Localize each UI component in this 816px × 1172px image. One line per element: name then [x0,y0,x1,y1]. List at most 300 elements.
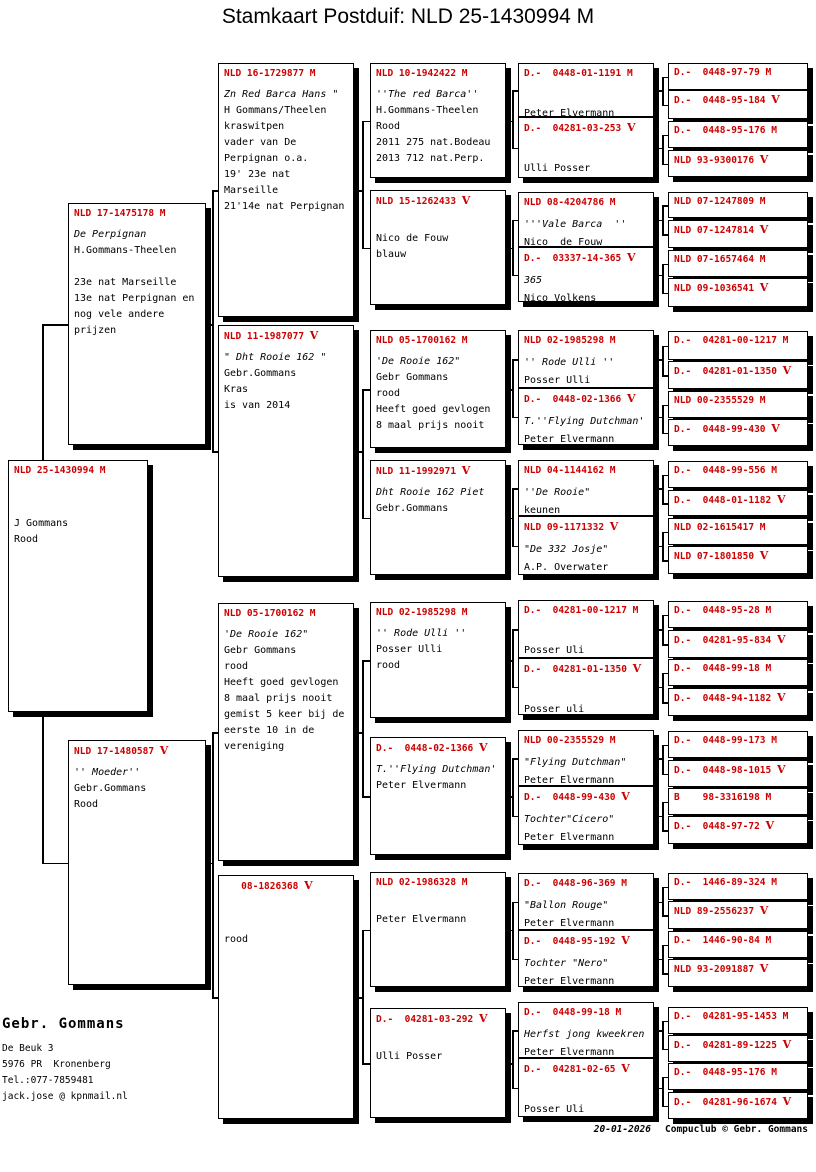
pedigree-text-line: Gebr Gommans [376,372,449,383]
sex-marker: M [771,1067,777,1078]
pedigree-text-line: 'De Rooie 162" [376,356,461,367]
pedigree-text-line: ''The red Barca'' [376,89,479,100]
connector-line [506,121,512,123]
pedigree-text-line: rood [376,388,401,399]
connector-line [662,615,664,645]
connector-line [654,1030,662,1032]
pedigree-box-gen5-5 [668,220,808,248]
pedigree-box-gen0-0 [8,460,148,712]
pedigree-box-gen5-23 [668,816,808,844]
ring-number: D.- 04281-89-1225 V [674,1038,792,1051]
connector-line [362,389,364,518]
pedigree-box-gen5-3 [668,150,808,177]
ring-number: D.- 0448-01-1182 V [674,493,786,506]
connector-line [506,518,512,520]
pedigree-box-gen4-7 [518,516,654,575]
pedigree-box-gen4-10 [518,730,654,786]
pedigree-box-gen3-2 [370,330,506,448]
pedigree-text-line [524,87,648,105]
pedigree-text-line: Posser uli [524,704,585,715]
ring-number: NLD 25-1430994 M [14,465,106,476]
connector-line [362,930,364,1064]
connector-line [206,863,212,865]
owner-address-line: 5976 PR Kronenberg [2,1059,111,1070]
pedigree-box-gen4-9 [518,658,654,715]
connector-line [512,1030,514,1088]
ring-number: D.- 04281-02-65 V [524,1062,630,1075]
sex-marker: M [621,878,627,889]
pedigree-text-line [376,1033,500,1049]
pedigree-text-line: Peter Elvermann [524,1047,615,1058]
pedigree-box-gen3-7 [370,1008,506,1118]
connector-line [654,902,662,904]
pedigree-box-gen5-17 [668,630,808,658]
connector-line [506,389,512,391]
pedigree-text-line: Dht Rooie 162 Piet [376,487,485,498]
pedigree-box-gen5-4 [668,192,808,218]
pedigree-text-line [74,259,200,275]
connector-line [512,902,514,959]
ring-number: D.- 1446-89-324 M [674,877,777,888]
pedigree-box-gen5-10 [668,391,808,418]
ring-number: 08-1826368 V [224,879,313,892]
owner-address-line: De Beuk 3 [2,1043,54,1054]
pedigree-box-gen5-31 [668,1092,808,1119]
connector-line [662,945,664,974]
pedigree-text-line: Posser Ulli [524,375,591,386]
sex-marker: V [765,819,775,832]
connector-line [654,546,662,548]
sex-marker: M [771,125,777,136]
pedigree-text-line [524,683,648,701]
pedigree-box-gen5-27 [668,959,808,987]
print-date: 20-01-2026 [593,1124,651,1135]
pedigree-box-gen5-19 [668,688,808,716]
pedigree-box-gen3-1 [370,190,506,305]
pedigree-text-line: T.''Flying Dutchman' [376,764,497,775]
pedigree-text-line: Nico de Fouw [524,237,603,247]
ring-number: D.- 0448-95-176 M [674,125,777,136]
pedigree-text-line: '' Rode Ulli '' [376,628,467,639]
pedigree-box-gen4-11 [518,786,654,845]
connector-line [42,324,68,326]
sex-marker: V [626,392,636,405]
connector-line [662,745,664,774]
ring-number: D.- 0448-96-369 M [524,878,627,889]
sex-marker: M [615,1007,622,1018]
ring-number: D.- 0448-95-176 M [674,1067,777,1078]
pedigree-box-gen5-7 [668,278,808,307]
ring-number: D.- 0448-95-184 V [674,93,780,106]
connector-line [662,77,664,105]
ring-number: NLD 89-2556237 V [674,904,769,917]
sex-marker: V [782,1095,792,1108]
pedigree-text-line: rood [376,660,401,671]
pedigree-text-line: Rood [376,121,401,132]
pedigree-text-line [524,142,648,160]
owner-block [2,1016,128,1105]
connector-line [654,148,662,150]
ring-number: D.- 04281-95-834 V [674,633,786,646]
connector-line [654,959,662,961]
pedigree-box-gen4-1 [518,117,654,178]
connector-line [654,417,662,419]
pedigree-text-line: 13e nat Perpignan en [74,293,195,304]
ring-number: NLD 10-1942422 M [376,68,468,79]
connector-line [362,660,370,662]
pedigree-text-line: Peter Elvermann [376,914,467,925]
ring-number: NLD 09-1171332 V [524,520,619,533]
pedigree-box-gen4-6 [518,460,654,516]
sex-marker: M [609,335,616,346]
pedigree-text-line: Heeft goed gevlogen [224,677,339,688]
connector-line [654,359,662,361]
sex-marker: M [759,395,766,406]
sex-marker: V [776,633,786,646]
pedigree-text-line: 23e nat Marseille [74,277,177,288]
sex-marker: M [159,208,166,219]
pedigree-text-line: Gebr.Gommans [74,783,147,794]
pedigree-text-line: Peter Elvermann [524,775,615,786]
sex-marker: V [759,904,769,917]
sex-marker: M [765,67,772,78]
ring-number: D.- 0448-99-18 M [674,663,772,674]
pedigree-text-line: Peter Elvermann [524,976,615,987]
sex-marker: V [782,1038,792,1051]
connector-line [662,205,664,234]
connector-line [206,324,212,326]
ring-number: NLD 05-1700162 M [224,608,316,619]
connector-line [512,359,514,417]
pedigree-text-line: Peter Elvermann [524,918,615,929]
pedigree-text-line [376,896,500,912]
footer [594,1124,808,1135]
sex-marker: V [621,1062,630,1075]
sex-marker: M [461,877,468,888]
sex-marker: M [771,877,777,888]
ring-number: NLD 08-4204786 M [524,197,616,208]
pedigree-box-gen5-0 [668,63,808,90]
connector-line [662,532,664,561]
ring-number: D.- 0448-01-1191 M [524,68,633,79]
connector-line [654,816,662,818]
pedigree-box-gen4-3 [518,247,654,302]
pedigree-text-line: 2011 275 nat.Bodeau [376,137,491,148]
connector-line [362,121,364,248]
ring-number: NLD 05-1700162 M [376,335,468,346]
pedigree-text-line: Rood [74,799,99,810]
connector-line [512,629,514,687]
connector-line [354,732,362,734]
sex-marker: V [621,790,630,803]
ring-number: D.- 04281-96-1674 V [674,1095,792,1108]
pedigree-box-gen3-3 [370,460,506,575]
connector-line [362,930,370,932]
connector-line [512,488,514,546]
ring-number: NLD 17-1475178 M [74,208,166,219]
sex-marker: V [782,364,792,377]
sex-marker: V [776,763,786,776]
pedigree-text-line: '''Vale Barca '' [524,219,627,230]
connector-line [662,887,664,916]
sex-marker: V [621,934,630,947]
ring-number: NLD 17-1480587 V [74,744,169,757]
ring-number: NLD 00-2355529 M [524,735,616,746]
ring-number: D.- 0448-99-18 M [524,1007,622,1018]
connector-line [506,930,512,932]
sex-marker: M [461,607,468,618]
pedigree-box-gen5-18 [668,659,808,686]
connector-line [506,660,512,662]
pedigree-text-line [224,900,348,916]
connector-line [654,629,662,631]
sex-marker: M [609,735,616,746]
connector-line [662,405,664,433]
ring-number: D.- 04281-00-1217 M [524,605,639,616]
pedigree-text-line: H.Gommans-Theelen [74,245,177,256]
pedigree-box-gen5-8 [668,331,808,360]
pedigree-text-line: H Gommans/Theelen [224,105,327,116]
pedigree-box-gen4-5 [518,388,654,445]
pedigree-text-line: De Perpignan [74,229,147,240]
sex-marker: M [765,605,772,616]
pedigree-box-gen5-24 [668,873,808,900]
ring-number: D.- 0448-99-430 V [674,422,780,435]
connector-line [362,796,370,798]
pedigree-text-line: H.Gommans-Theelen [376,105,479,116]
connector-line [362,248,370,250]
ring-number: NLD 11-1987077 V [224,329,319,342]
pedigree-box-gen4-12 [518,873,654,930]
pedigree-box-gen2-2 [218,603,354,861]
sex-marker: M [771,465,777,476]
pedigree-box-gen4-8 [518,600,654,658]
ring-number: NLD 07-1247809 M [674,196,766,207]
pedigree-text-line: Peter Elvermann [376,780,467,791]
sex-marker: M [609,197,616,208]
sex-marker: M [759,522,766,533]
sex-marker: M [461,335,468,346]
pedigree-text-line: Ulli Posser [376,1051,443,1062]
sex-marker: M [759,196,766,207]
sex-marker: V [626,121,636,134]
connector-line [362,518,370,520]
pedigree-box-gen4-14 [518,1002,654,1058]
connector-line [512,220,514,275]
pedigree-box-gen5-26 [668,931,808,958]
connector-line [654,488,662,490]
pedigree-text-line: Posser Uli [524,645,585,656]
pedigree-text-line: "Ballon Rouge" [524,900,609,911]
pedigree-text-line: Herfst jong kweekren [524,1029,645,1040]
pedigree-text-line: 8 maal prijs nooit [376,420,485,431]
ring-number: D.- 0448-97-79 M [674,67,772,78]
pedigree-box-gen5-2 [668,121,808,148]
pedigree-box-gen5-20 [668,731,808,758]
pedigree-text-line: Gebr Gommans [224,645,297,656]
pedigree-box-gen1-0 [68,203,206,445]
pedigree-text-line: "De 332 Josje" [524,544,609,555]
pedigree-text-line: Nico Volkens [524,293,597,302]
ring-number: D.- 0448-95-28 M [674,605,772,616]
pedigree-text-line: Kras [224,384,249,395]
connector-line [662,1021,664,1049]
sex-marker: V [461,464,471,477]
connector-line [506,1063,512,1065]
pedigree-box-gen4-2 [518,192,654,247]
pedigree-text-line: 365 [524,275,543,286]
pedigree-box-gen3-6 [370,872,506,987]
ring-number: D.- 0448-99-173 M [674,735,777,746]
pedigree-text-line: Rood [14,534,39,545]
pedigree-text-line: 2013 712 nat.Perp. [376,153,485,164]
pedigree-box-gen4-15 [518,1058,654,1117]
ring-number: D.- 0448-99-556 M [674,465,777,476]
pedigree-text-line: ''De Rooie" [524,487,591,498]
connector-line [42,863,68,865]
sex-marker: V [632,662,642,675]
ring-number: D.- 04281-03-292 V [376,1012,488,1025]
pedigree-box-gen5-12 [668,461,808,488]
sex-marker: M [309,68,316,79]
pedigree-text-line: gemist 5 keer bij de [224,709,345,720]
ring-number: NLD 15-1262433 V [376,194,471,207]
connector-line [654,275,662,277]
ring-number: NLD 02-1615417 M [674,522,766,533]
pedigree-text-line: T.''Flying Dutchman' [524,416,645,427]
sex-marker: V [609,520,619,533]
pedigree-box-gen5-30 [668,1063,808,1090]
sex-marker: V [759,153,769,166]
ring-number: D.- 04281-00-1217 M [674,335,789,346]
pedigree-box-gen2-3 [218,875,354,1119]
ring-number: NLD 07-1247814 V [674,223,769,236]
pedigree-text-line: Peter Elvermann [524,108,615,117]
connector-line [362,389,370,391]
owner-phone: Tel.:077-7859481 [2,1075,94,1086]
pedigree-box-gen5-15 [668,546,808,574]
sex-marker: M [609,465,616,476]
sex-marker: V [309,329,319,342]
ring-number: D.- 0448-95-192 V [524,934,630,947]
connector-line [512,758,514,816]
ring-number: D.- 1446-90-84 M [674,935,772,946]
sex-marker: V [776,691,786,704]
pedigree-box-gen5-11 [668,419,808,446]
connector-line [512,90,514,148]
sex-marker: V [626,251,636,264]
connector-line [212,190,214,451]
pedigree-box-gen5-9 [668,361,808,389]
pedigree-box-gen4-4 [518,330,654,388]
connector-line [354,451,362,453]
sex-marker: V [478,1012,488,1025]
connector-line [654,1088,662,1090]
connector-line [662,802,664,831]
ring-number: NLD 00-2355529 M [674,395,766,406]
pedigree-box-gen5-21 [668,760,808,787]
ring-number: D.- 0448-98-1015 V [674,763,786,776]
pedigree-text-line: "Flying Dutchman" [524,757,627,768]
connector-line [212,732,214,997]
pedigree-box-gen5-14 [668,518,808,545]
pedigree-text-line [524,624,648,642]
page-title: Stamkaart Postduif: NLD 25-1430994 M [221,5,595,28]
sex-marker: V [776,493,786,506]
pedigree-text-line: eerste 10 in de [224,725,315,736]
pedigree-box-gen2-0 [218,63,354,317]
pedigree-text-line: 21'14e nat Perpignan [224,201,345,212]
pedigree-text-line: 19' 23e nat [224,169,291,180]
pedigree-text-line: Tochter "Nero" [524,958,609,969]
ring-number: NLD 07-1657464 M [674,254,766,265]
pedigree-text-line: A.P. Overwater [524,562,609,573]
sex-marker: V [759,549,769,562]
connector-line [362,121,370,123]
pedigree-box-gen5-22 [668,788,808,815]
ring-number: NLD 93-9300176 V [674,153,769,166]
pedigree-text-line: vereniging [224,741,285,752]
pedigree-text-line: Gebr.Gommans [376,503,449,514]
sex-marker: M [759,254,766,265]
pedigree-text-line: Peter Elvermann [524,434,615,445]
pedigree-box-gen1-1 [68,740,206,985]
ring-number: D.- 04281-01-1350 V [524,662,642,675]
connector-line [354,997,362,999]
sex-marker: M [782,335,789,346]
connector-line [654,220,662,222]
pedigree-text-line: Zn Red Barca Hans " [224,89,339,100]
connector-line [662,346,664,376]
connector-line [654,687,662,689]
connector-line [662,1077,664,1106]
pedigree-box-gen5-29 [668,1035,808,1062]
pedigree-text-line [524,1083,648,1101]
ring-number: D.- 04281-95-1453 M [674,1011,789,1022]
connector-line [354,190,362,192]
pedigree-text-line: Tochter"Cicero" [524,814,615,825]
pedigree-box-gen2-1 [218,325,354,577]
owner-name: Gebr. Gommans [2,1016,125,1032]
pedigree-text-line: Marseille [224,185,279,196]
sex-marker: M [765,792,772,803]
sex-marker: V [304,879,313,892]
pedigree-text-line [14,500,142,516]
software-credit: Compuclub © Gebr. Gommans [665,1124,808,1135]
pedigree-box-gen4-13 [518,930,654,987]
pedigree-text-line: vader van De [224,137,297,148]
pedigree-text-line: Peter Elvermann [524,832,615,843]
pedigree-box-gen3-5 [370,737,506,855]
connector-line [662,135,664,164]
connector-line [662,475,664,504]
pedigree-box-gen3-0 [370,63,506,178]
sex-marker: V [759,223,769,236]
pedigree-text-line: '' Rode Ulli '' [524,357,615,368]
sex-marker: V [478,741,488,754]
pedigree-text-line: Ulli Posser [524,163,591,174]
pedigree-text-line: '' Moeder'' [74,767,141,778]
pedigree-text-line: 8 maal prijs nooit [224,693,333,704]
sex-marker: M [782,1011,789,1022]
sex-marker: V [759,962,769,975]
pedigree-box-gen5-16 [668,601,808,628]
sex-marker: V [771,93,780,106]
sex-marker: M [461,68,468,79]
ring-number: NLD 07-1801850 V [674,549,769,562]
pedigree-text-line: rood [224,934,249,945]
pedigree-text-line: prijzen [74,325,117,336]
